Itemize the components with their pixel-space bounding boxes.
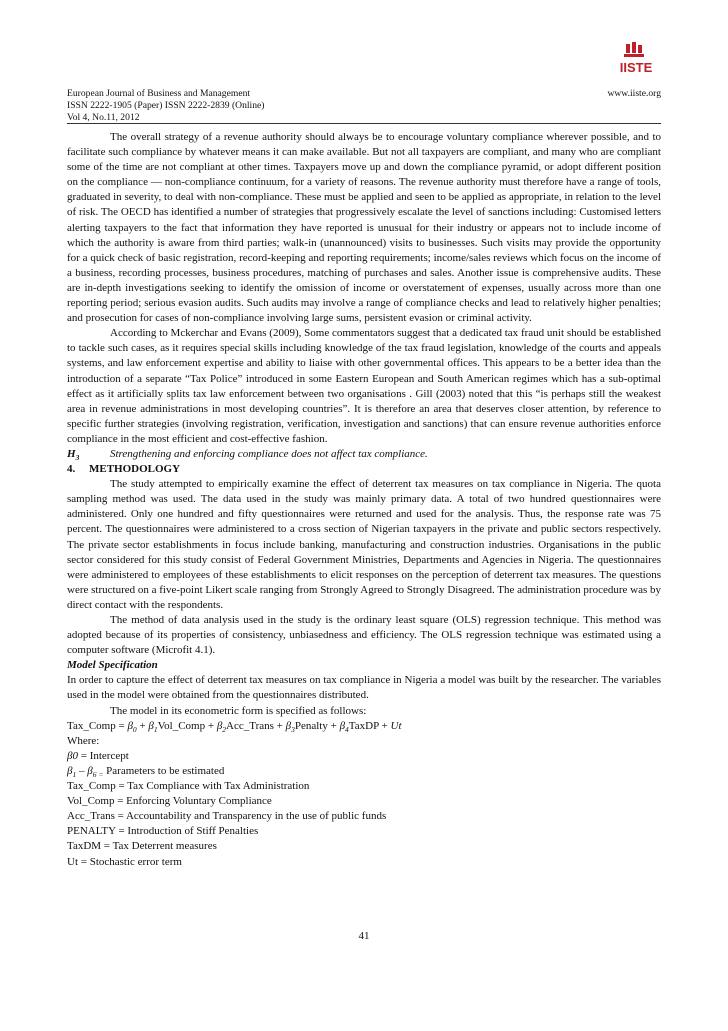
definition-acc-trans: Acc_Trans = Accountability and Transparency in the use of public funds (67, 810, 387, 823)
journal-volume: Vol 4, No.11, 2012 (67, 112, 140, 123)
hypothesis-label: $H_3$ (67, 447, 80, 463)
model-specification-heading: Model Specification (67, 659, 158, 672)
paragraph-data-analysis: The method of data analysis used in the study is the ordinary least square (OLS) regression technique. This method was adopted because of its properties of consistency, unbiasedness and efficiency. The OLS regression technique was estimated using a computer software (Microfit 4.1). (67, 614, 661, 657)
definition-ut: Ut = Stochastic error term (67, 855, 182, 868)
iiste-logo (612, 40, 660, 86)
journal-website: www.iiste.org (607, 88, 661, 99)
paragraph-strategy: The overall strategy of a revenue authority should always be to encourage voluntary compliance wherever possible, and to facilitate such compliance by whatever means it can make available. But not all taxpayers are compliant, and many who are compliant some of the time are not compliant at other times. Taxpayers move up and down the compliance pyramid, or adopt different position on the compliance — non-compliance continuum, for a variety of reasons. The revenue authority must therefore have a range of tools, graduated in severity, to deal with non-compliance. These must be applied and seen to be applied as appropriate, in relation to the level of risk. The OECD has identified a number of strategies that progressively escalate the level of sanctions including: Customised letters alerting taxpayers to the fact that information they have reported is unusual for their industry or appears not to include income of which the authority is aware from third parties; walk-in (unannounced) visits to businesses. Such visits may provide the opportunity for a quick check of basic registration, record-keeping and reporting requirements; income/sales reviews which focus on the income of a business, recording processes, business procedures, matching of purchases and sales. Another issue is comprehensive audits. These are in-depth investigations seeking to identify the omission of income or overstatement of expenses, usually across more than one reporting period; serious evasion audits. Such audits may involve a range of compliance checks and lead to relatively higher penalties; and prosecution for cases of non-compliance involving large sums, persistent evasion or criminal activity. (67, 131, 661, 325)
logo-mark (624, 42, 644, 57)
definition-parameters: $\beta_1 - \beta_{6 =}$ Parameters to be estimated (67, 764, 225, 780)
header-rule (67, 123, 661, 124)
hypothesis-text: Strengthening and enforcing compliance does not affect tax compliance. (110, 447, 428, 460)
hypothesis-h3 (67, 447, 661, 462)
definition-vol-comp: Vol_Comp = Enforcing Voluntary Compliance (67, 795, 272, 808)
paragraph-tax-fraud-unit: According to Mckerchar and Evans (2009), Some commentators suggest that a dedicated tax fraud unit should be established to tackle such cases, as it requires special skills including knowledge of the tax fraud legislation, knowledge of the courts and appeals systems, and law enforcement expertise and ability to liaise with other governmental offices. This appears to be a better idea than the introduction of a separate “Tax Police” introduced in some Eastern European and South American regimes which has a sub-optimal effect as it artificially splits tax law enforcement between two organisations . Gill (2003) noted that this “is perhaps still the weakest area in revenue administrations in most developing countries”. It is therefore an area that deserves closer attention, by reference to specific further strategies (involving registration, verification, investigation and sanctions) that can ensure revenue authorities enforce compliance in the most efficient and cost-effective fashion. (67, 327, 661, 445)
logo-text: IISTE (619, 60, 653, 75)
definition-tax-comp: Tax_Comp = Tax Compliance with Tax Administration (67, 780, 310, 793)
journal-header (67, 88, 661, 124)
page-number: 41 (358, 930, 370, 942)
regression-equation: Tax_Comp = $\beta_0$ + $\beta_1Vol\_Comp$ + $\beta_2Acc\_Trans$ + $\beta_3Penalty$ + $\beta_4TaxDP + Ut$ (67, 719, 402, 734)
paragraph-model-intro: In order to capture the effect of deterrent tax measures on tax compliance in Nigeria a model was built by the researcher. The variables used in the model were obtained from the questionnaires distributed. (67, 674, 661, 702)
where-label: Where: (67, 734, 100, 747)
journal-issn: ISSN 2222-1905 (Paper) ISSN 2222-2839 (Online) (67, 100, 265, 111)
definition-penalty: PENALTY = Introduction of Stiff Penalties (67, 825, 259, 838)
definition-taxdm: TaxDM = Tax Deterrent measures (67, 840, 217, 853)
paragraph-methodology: The study attempted to empirically examine the effect of deterrent tax measures on tax compliance in Nigeria. The quota sampling method was used. The data used in the study was mainly primary data. A total of two hundred questionnaires were administered. Only one hundred and fifty questionnaires were returned and used for the analysis. Thus, the response rate was 75 percent. The questionnaires were administered to a cross section of Nigerian taxpayers in the private and public sectors respectively. The private sector establishments in focus include banking, manufacturing and construction industries. Organisations in the public sector considered for this study consist of Federal Government Ministries, Departments and Agencies in Nigeria. The questionnaires were administered to employees of these establishments to elicit responses on the perception of deterrent tax measures. The questions were structured on a five-point Likert scale ranging from Strongly Agreed to Strongly Disagreed. The administration procedure was by direct contact with the respondents. (67, 478, 661, 611)
article-body (67, 130, 661, 870)
definition-intercept: β0 = Intercept (67, 749, 129, 762)
journal-name: European Journal of Business and Management (67, 88, 251, 99)
paragraph-econometric-form: The model in its econometric form is specified as follows: (110, 704, 367, 717)
section-heading: 4. METHODOLOGY (67, 463, 181, 476)
